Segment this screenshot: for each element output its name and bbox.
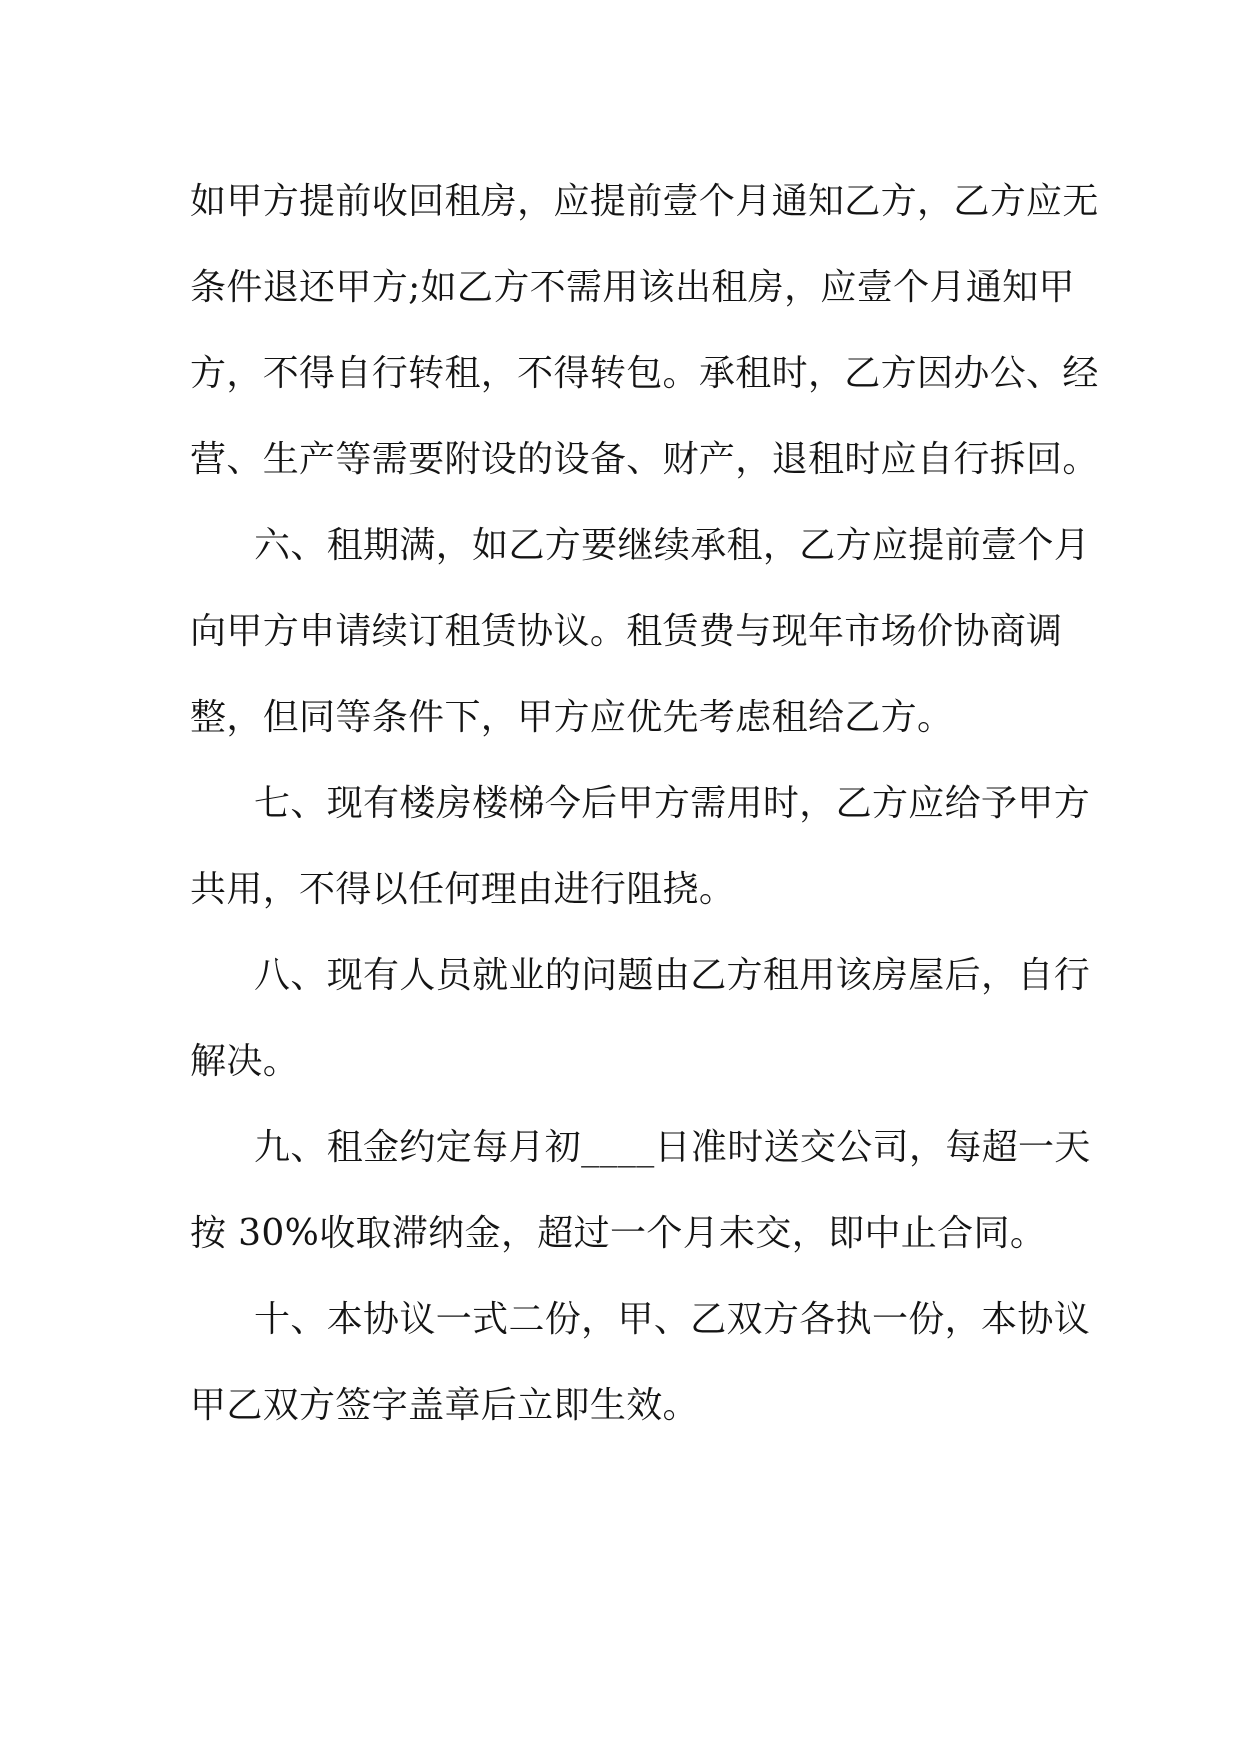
text-line: 条件退还甲方;如乙方不需用该出租房，应壹个月通知甲 (190, 267, 1075, 308)
clause-nine-start: 九、租金约定每月初____日准时送交公司，每超一天 (254, 1127, 1091, 1168)
text-line: 按 30%收取滞纳金，超过一个月未交，即中止合同。 (190, 1213, 1047, 1254)
text-line: 解决。 (190, 1041, 300, 1082)
text-line: 向甲方申请续订租赁协议。租赁费与现年市场价协商调 (190, 611, 1063, 652)
clause-six-start: 六、租期满，如乙方要继续承租，乙方应提前壹个月 (254, 525, 1091, 566)
text-line: 营、生产等需要附设的设备、财产，退租时应自行拆回。 (190, 439, 1099, 480)
text-line: 甲乙双方签字盖章后立即生效。 (190, 1385, 699, 1426)
clause-eight-start: 八、现有人员就业的问题由乙方租用该房屋后，自行 (254, 955, 1091, 996)
clause-ten-start: 十、本协议一式二份，甲、乙双方各执一份，本协议 (254, 1299, 1091, 1340)
text-line: 如甲方提前收回租房，应提前壹个月通知乙方，乙方应无 (190, 181, 1099, 222)
text-line: 整，但同等条件下，甲方应优先考虑租给乙方。 (190, 697, 954, 738)
clause-seven-start: 七、现有楼房楼梯今后甲方需用时，乙方应给予甲方 (254, 783, 1091, 824)
text-line: 共用，不得以任何理由进行阻挠。 (190, 869, 736, 910)
text-line: 方，不得自行转租，不得转包。承租时，乙方因办公、经 (190, 353, 1099, 394)
